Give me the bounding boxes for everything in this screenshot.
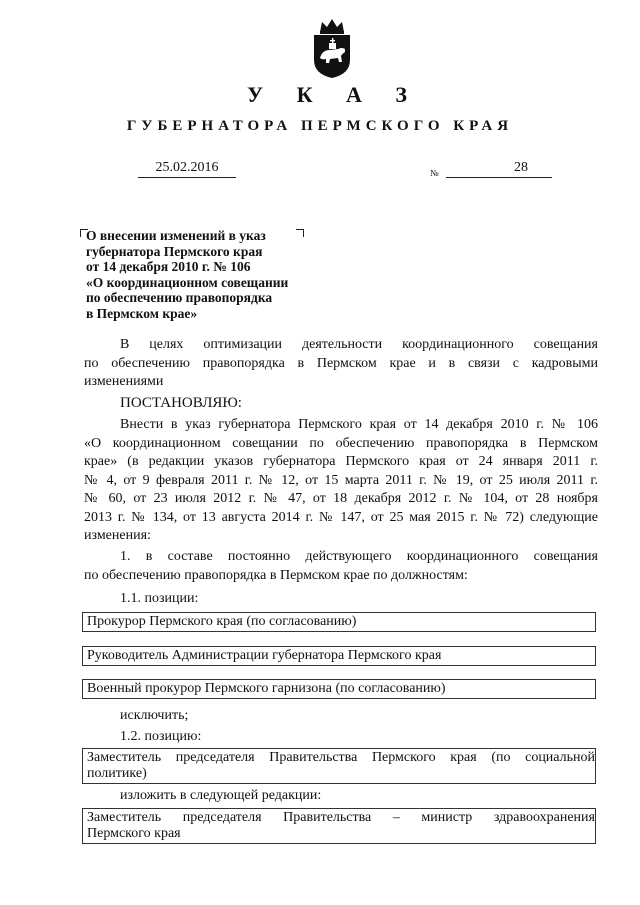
- heading-line: в Пермском крае»: [86, 305, 198, 321]
- heading-line: «О координационном совещании: [86, 274, 289, 290]
- main-line: Внести в указ губернатора Пермского края от 14 декабря 2010 г. № 106: [120, 417, 598, 432]
- main-line: крае» (в редакции указов губернатора Пермского края от 24 января 2011 г.: [84, 454, 598, 469]
- position-box-head-administration: [82, 646, 596, 666]
- main-line: № 60, от 23 июля 2012 г. № 47, от 18 декабря 2012 г. № 104, от 28 ноября: [84, 491, 598, 506]
- exclude-text: [84, 707, 598, 726]
- item-1-2: [84, 728, 598, 747]
- restate-text-line: изложить в следующей редакции:: [120, 788, 322, 803]
- position-box-line: Пермского края: [87, 826, 181, 841]
- heading-line: О внесении изменений в указ: [86, 228, 266, 243]
- position-box-line: Заместитель председателя Правительства Пермского края (по социальной: [87, 750, 595, 765]
- coat-of-arms-emblem: [300, 14, 364, 80]
- position-box-text: Прокурор Пермского края (по согласованию): [87, 614, 357, 629]
- preamble: [84, 336, 598, 392]
- item-1-line: 1. в составе постоянно действующего координационного совещания: [120, 549, 598, 564]
- position-box-text: Руководитель Администрации губернатора Пермского края: [87, 648, 442, 663]
- document-subtitle: ГУБЕРНАТОРА ПЕРМСКОГО КРАЯ: [126, 118, 514, 134]
- decree-word: [84, 394, 598, 413]
- position-box-line: политике): [87, 766, 147, 781]
- item-1-1: [84, 590, 598, 609]
- item-1-line: по обеспечению правопорядка в Пермском крае по должностям:: [84, 567, 468, 583]
- main-line: «О координационном совещании по обеспечению правопорядка в Пермском: [84, 435, 598, 451]
- position-box-deputy-social: [82, 748, 596, 784]
- restate-text: [84, 787, 598, 806]
- document-heading: [86, 228, 288, 322]
- exclude-text-line: исключить;: [120, 708, 189, 723]
- item-1-2-text: 1.2. позицию:: [120, 729, 202, 744]
- document-number-field: [446, 160, 552, 178]
- preamble-line: В целях оптимизации деятельности координационного совещания: [120, 337, 598, 352]
- number-sign: №: [430, 168, 439, 178]
- document-date: 25.02.2016: [138, 160, 236, 178]
- main-paragraph: [84, 416, 598, 546]
- preamble-line: по обеспечению правопорядка в Пермском крае и в связи с кадровыми: [84, 355, 598, 371]
- main-line: изменения:: [84, 528, 151, 543]
- heading-line: по обеспечению правопорядка: [86, 290, 273, 306]
- item-1-1-text: 1.1. позиции:: [120, 591, 199, 606]
- position-box-deputy-health: [82, 808, 596, 844]
- document-number: 28: [514, 160, 528, 175]
- main-line: 2013 г. № 134, от 13 августа 2014 г. № 147, от 25 мая 2015 г. № 72) следующие: [84, 509, 598, 525]
- heading-line: от 14 декабря 2010 г. № 106: [86, 259, 251, 275]
- position-box-military-prosecutor: [82, 679, 596, 699]
- heading-corner-right: [296, 229, 304, 237]
- position-box-line: Заместитель председателя Правительства – министр здравоохранения: [87, 810, 595, 825]
- position-box-prosecutor: [82, 612, 596, 632]
- document-title: У К А З: [246, 82, 422, 107]
- item-1: [84, 548, 598, 585]
- main-line: № 4, от 9 февраля 2011 г. № 12, от 15 марта 2011 г. № 19, от 25 июля 2011 г.: [84, 472, 598, 488]
- position-box-text: Военный прокурор Пермского гарнизона (по согласованию): [87, 681, 446, 696]
- decree-word-text: ПОСТАНОВЛЯЮ:: [120, 395, 242, 411]
- heading-line: губернатора Пермского края: [86, 243, 263, 259]
- preamble-line: изменениями: [84, 374, 164, 389]
